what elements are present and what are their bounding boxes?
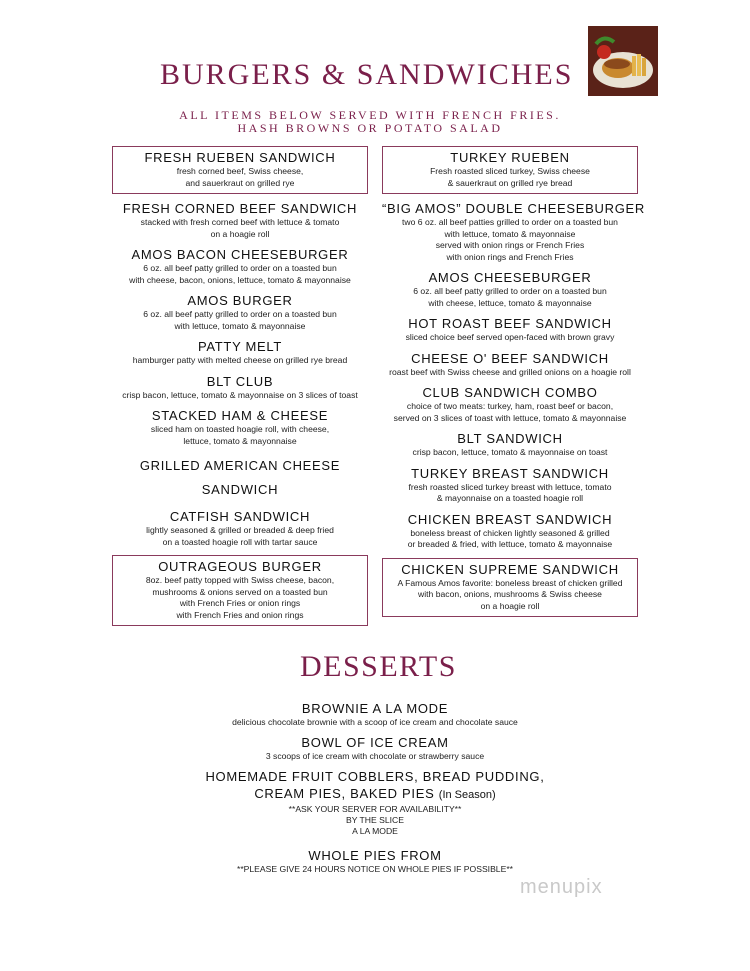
item-name: PATTY MELT	[197, 339, 283, 354]
item-description: sliced ham on toasted hoagie roll, with cheese, lettuce, tomato & mayonnaise	[150, 424, 330, 446]
item-name: BOWL OF ICE CREAM	[301, 735, 449, 750]
item-description: 8oz. beef patty topped with Swiss cheese, bacon, mushrooms & onions served on a toasted bun with French Fries or onion rings with French Fries and onion rings	[145, 575, 335, 620]
item-name: TURKEY RUEBEN	[450, 150, 570, 165]
desserts-list	[140, 700, 610, 881]
item-description: delicious chocolate brownie with a scoop of ice cream and chocolate sauce	[232, 717, 518, 727]
dessert-item	[140, 847, 610, 875]
item-name: BROWNIE A LA MODE	[301, 701, 449, 716]
item-name: CLUB SANDWICH COMBO	[422, 385, 598, 400]
item-description: stacked with fresh corned beef with lettuce & tomato on a hoagie roll	[140, 217, 340, 239]
item-description: boneless breast of chicken lightly seasoned & grilled or breaded & fried, with lettuce, tomato & mayonnaise	[407, 527, 613, 549]
item-name-part: CREAM PIES, BAKED PIES	[254, 786, 435, 801]
item-name: GRILLED AMERICAN CHEESE SANDWICH	[139, 458, 341, 497]
menu-item	[382, 146, 638, 194]
menu-item	[382, 385, 638, 424]
item-description: fresh corned beef, Swiss cheese, and sauerkraut on grilled rye	[176, 166, 304, 188]
menu-item	[382, 512, 638, 551]
menu-item	[112, 408, 368, 447]
item-note: **ASK YOUR SERVER FOR AVAILABILITY**	[288, 804, 462, 814]
item-name: HOMEMADE FRUIT COBBLERS, BREAD PUDDING,	[205, 769, 545, 784]
item-description: lightly seasoned & grilled or breaded & deep fried on a toasted hoagie roll with tartar sauce	[146, 525, 334, 547]
item-description: 6 oz. all beef patty grilled to order on a toasted bun with cheese, lettuce, tomato & mayonnaise	[413, 286, 607, 308]
menu-item	[382, 201, 645, 263]
menu-item	[382, 431, 638, 459]
item-note: BY THE SLICE	[346, 815, 404, 825]
item-description: choice of two meats: turkey, ham, roast beef or bacon, served on 3 slices of toast with lettuce, tomato & mayonnaise	[393, 401, 627, 423]
menu-item	[382, 316, 638, 344]
menu-item	[112, 374, 368, 402]
item-note: A LA MODE	[352, 826, 398, 836]
item-name: AMOS CHEESEBURGER	[428, 270, 592, 285]
sides-note-line: ALL ITEMS BELOW SERVED WITH FRENCH FRIES.	[179, 108, 561, 122]
menu-item	[112, 201, 368, 240]
item-description: 3 scoops of ice cream with chocolate or strawberry sauce	[265, 751, 485, 761]
item-name: HOT ROAST BEEF SANDWICH	[408, 316, 612, 331]
food-photo	[588, 26, 658, 96]
item-description: A Famous Amos favorite: boneless breast of chicken grilled with bacon, onions, mushrooms & Swiss cheese on a hoagie roll	[397, 577, 623, 611]
item-description: 6 oz. all beef patty grilled to order on a toasted bun with cheese, bacon, onions, lettuce, tomato & mayonnaise	[129, 263, 351, 285]
menu-item	[382, 558, 638, 618]
item-name: CHEESE O' BEEF SANDWICH	[411, 350, 609, 366]
item-name: AMOS BACON CHEESEBURGER	[131, 247, 349, 262]
season-note: (In Season)	[438, 789, 496, 801]
section-title-desserts: DESSERTS	[300, 650, 457, 683]
dessert-item	[140, 700, 610, 728]
item-name: FRESH RUEBEN SANDWICH	[144, 150, 336, 165]
item-description: crisp bacon, lettuce, tomato & mayonnaise on 3 slices of toast	[122, 389, 358, 400]
item-name: AMOS BURGER	[187, 293, 293, 308]
watermark-logo: menupix	[520, 876, 603, 898]
item-name: OUTRAGEOUS BURGER	[158, 559, 322, 574]
sides-note-line: HASH BROWNS OR POTATO SALAD	[237, 121, 503, 135]
item-name: STACKED HAM & CHEESE	[151, 408, 329, 423]
menu-column-right	[382, 146, 645, 624]
menu-column-left	[112, 146, 368, 633]
item-description: 6 oz. all beef patty grilled to order on a toasted bun with lettuce, tomato & mayonnaise	[143, 309, 337, 331]
menu-item	[112, 247, 368, 286]
item-name: WHOLE PIES FROM	[308, 848, 442, 863]
menu-item	[382, 270, 638, 309]
item-name: TURKEY BREAST SANDWICH	[411, 465, 609, 481]
menu-item	[112, 293, 368, 332]
item-description: crisp bacon, lettuce, tomato & mayonnaise on toast	[412, 447, 608, 457]
item-description: roast beef with Swiss cheese and grilled onions on a hoagie roll	[389, 366, 631, 377]
item-description: sliced choice beef served open-faced with brown gravy	[405, 332, 615, 342]
item-name: “BIG AMOS” DOUBLE CHEESEBURGER	[382, 201, 645, 216]
item-description: fresh roasted sliced turkey breast with lettuce, tomato & mayonnaise on a toasted hoagie roll	[408, 481, 612, 503]
menu-item	[112, 555, 368, 626]
item-description: Fresh roasted sliced turkey, Swiss cheese & sauerkraut on grilled rye bread	[430, 166, 590, 188]
item-name: FRESH CORNED BEEF SANDWICH	[122, 201, 358, 216]
menu-item	[112, 509, 368, 548]
sides-note	[0, 109, 740, 135]
menu-item	[112, 454, 368, 502]
item-description: two 6 oz. all beef patties grilled to order on a toasted bun with lettuce, tomato & mayonnaise served with onion rings or French Fries with onion rings and French Fries	[402, 217, 618, 262]
item-name: CHICKEN BREAST SANDWICH	[407, 511, 613, 527]
menu-item	[382, 466, 638, 505]
item-name: BLT SANDWICH	[457, 431, 563, 446]
dessert-item	[140, 768, 610, 837]
item-description: hamburger patty with melted cheese on grilled rye bread	[132, 355, 348, 365]
menu-item	[112, 339, 368, 367]
menu-item	[112, 146, 368, 194]
item-name: CATFISH SANDWICH	[169, 509, 311, 524]
section-title-burgers: BURGERS & SANDWICHES	[160, 58, 574, 91]
item-name	[140, 785, 610, 804]
item-name: BLT CLUB	[206, 373, 274, 389]
dessert-item	[140, 734, 610, 762]
item-note: **PLEASE GIVE 24 HOURS NOTICE ON WHOLE PIES IF POSSIBLE**	[236, 864, 514, 874]
item-name: CHICKEN SUPREME SANDWICH	[401, 561, 619, 577]
menu-item	[382, 351, 638, 379]
